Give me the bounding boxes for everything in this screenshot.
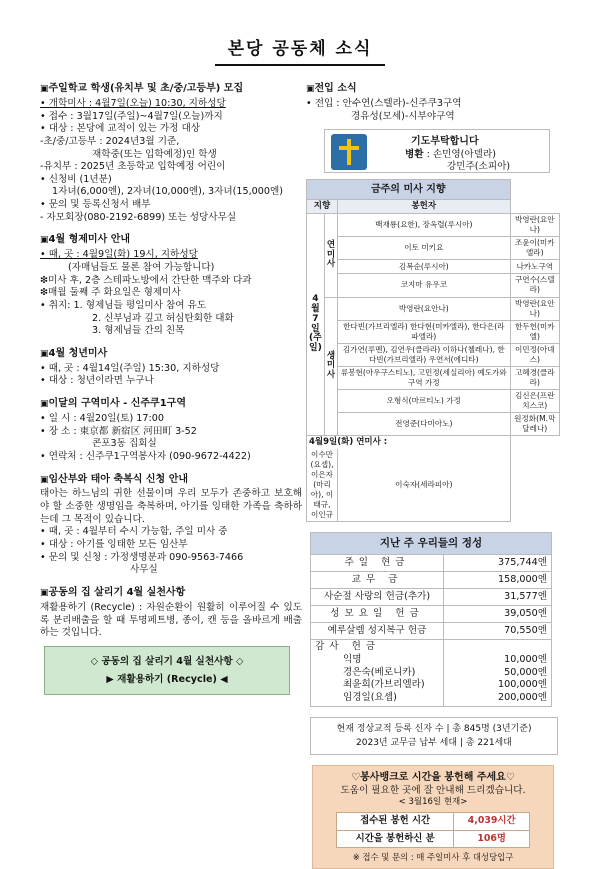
volunteer-people-value: 106명 xyxy=(454,830,530,847)
mass-donor: 한두헌(미카엘) xyxy=(510,320,559,343)
penance-line: • 때, 곳 : 4월9일(화) 19시, 지하성당 xyxy=(40,249,198,261)
offering-table xyxy=(310,532,552,706)
district-line: • 연락처 : 신주쿠1구역봉사자 (090-9672-4422) xyxy=(40,450,251,462)
penance-line: ❇미사 후, 2층 스테파노방에서 간단한 맥주와 다과 xyxy=(40,274,252,286)
pregnancy-section xyxy=(40,473,302,577)
offering-label: 사순절 사랑의 헌금(추가) xyxy=(311,589,444,606)
weekday-mass-label: 4월9일(화) 연미사 : xyxy=(307,435,511,449)
thanks-amount: 100,000엔 xyxy=(498,679,547,691)
offering-row xyxy=(311,606,552,623)
school-line: • 접수 : 3월17일(주일)~4월7일(오늘)까지 xyxy=(40,110,223,122)
youth-line: • 대상 : 청년이라면 누구나 xyxy=(40,375,154,387)
offering-title: 지난 주 우리들의 정성 xyxy=(311,533,552,555)
mass-row xyxy=(307,237,560,260)
school-line: -유치부 : 2025년 초등학교 입학예정 어린이 xyxy=(40,161,226,173)
thanks-label: 감사 헌금 xyxy=(315,641,381,653)
mass-row xyxy=(307,412,560,435)
penance-line: ❇매월 둘째 주 화요일은 형제미사 xyxy=(40,287,181,299)
offering-label: 교무 금 xyxy=(311,572,444,589)
recycle-section xyxy=(40,586,302,695)
volunteer-note: ※ 접수 및 문의 : 매 주일미사 후 대성당입구 xyxy=(352,852,514,863)
prayer-line xyxy=(405,149,496,162)
volunteer-title: ♡봉사뱅크로 시간을 봉헌해 주세요♡ xyxy=(351,772,515,784)
volunteer-subtitle: 도움이 필요한 곳에 잘 안내해 드리겠습니다. xyxy=(340,784,526,796)
transfer-line: • 전입 : 안수연(스텔라)-신주쿠3구역 xyxy=(306,97,462,109)
mass-row xyxy=(307,366,560,389)
recycle-heading: ▣ 공동의 집 살리기 4월 실천사항 xyxy=(40,586,302,600)
school-line: • 신청비 (1년분) xyxy=(40,173,112,185)
school-line: • 대상 : 본당에 교적이 있는 가정 대상 xyxy=(40,123,200,135)
district-heading: ▣ 이달의 구역미사 - 신주쿠1구역 xyxy=(40,397,302,411)
thanks-donor: 익명 xyxy=(343,653,362,665)
transfer-section xyxy=(306,82,560,123)
stats-line: 현재 정상교적 등록 신자 수 | 총 845명 (3년기준) xyxy=(336,723,532,734)
mass-intention: 오형식(마르티노) 가정 xyxy=(338,389,511,412)
mass-col-intention: 지향 xyxy=(307,200,338,214)
mass-row xyxy=(307,343,560,366)
penance-line: 3. 형제님들 간의 친목 xyxy=(92,325,185,337)
mass-intention: 김가연(루멘), 김연우(클라라) 이하나(첼레나), 한다빈(가브리엘라) 우연서(에디타) xyxy=(338,343,511,366)
thanks-row xyxy=(311,640,552,706)
mass-donor: 김신은(프란치스코) xyxy=(510,389,559,412)
offering-label: 예루살렘 성지복구 헌금 xyxy=(311,623,444,640)
weekday-mass-donor: 이숙자(세라피아) xyxy=(338,449,511,522)
mass-intention: 박영란(요안나) xyxy=(338,297,511,320)
school-line: -초/중/고등부 : 2024년3월 기준, xyxy=(40,135,180,147)
parish-stats xyxy=(310,717,558,756)
mass-row xyxy=(307,260,560,274)
mass-group-label: 생미사 xyxy=(324,297,337,435)
school-section xyxy=(40,82,302,224)
volunteer-bank-box xyxy=(312,765,554,869)
penance-line: (자매님들도 물론 참여 가능합니다) xyxy=(68,261,215,273)
pregnancy-heading: ▣ 임산부와 태아 축복식 신청 안내 xyxy=(40,473,302,487)
mass-col-donor: 봉헌자 xyxy=(338,200,511,214)
cross-icon xyxy=(331,134,367,170)
transfer-line: 경유성(모세)-시부야구역 xyxy=(351,110,455,122)
mass-donor: 고혜경(클라라) xyxy=(510,366,559,389)
page-title: 본당 공동체 소식 xyxy=(227,39,373,59)
mass-row xyxy=(307,320,560,343)
transfer-heading: ▣ 전입 소식 xyxy=(306,82,560,96)
volunteer-people-label: 시간을 봉헌하신 분 xyxy=(337,830,454,847)
title-underline xyxy=(215,64,385,66)
youth-heading: ▣ 4월 청년미사 xyxy=(40,347,302,361)
offering-row xyxy=(311,572,552,589)
pregnancy-line: • 대상 : 아기를 잉태한 모든 임산부 xyxy=(40,539,188,551)
mass-donor: 박영란(요안나) xyxy=(510,297,559,320)
district-line: • 장 소 : 東京都 新宿区 河田町 3-52 xyxy=(40,425,197,437)
prayer-box xyxy=(324,129,550,173)
thanks-amount: 10,000엔 xyxy=(504,653,547,665)
mass-row xyxy=(307,214,560,237)
volunteer-table xyxy=(336,812,530,848)
recycle-box-action: ▶ 재활용하기 (Recycle) ◀ xyxy=(106,674,228,686)
mass-intention: 이토 미키요 xyxy=(338,237,511,260)
offering-amount: 70,550엔 xyxy=(444,623,552,640)
mass-date-label: 4월7일(주일) xyxy=(307,214,325,435)
mass-intention-table xyxy=(306,179,560,522)
pregnancy-line: • 때, 곳 : 4월부터 수시 가능함, 주일 미사 중 xyxy=(40,526,228,538)
youth-line: • 때, 곳 : 4월14일(주일) 15:30, 지하성당 xyxy=(40,362,220,374)
mass-intention: 김복순(루시아) xyxy=(338,260,511,274)
mass-donor: 박영란(요안나) xyxy=(510,214,559,237)
prayer-name: : 손민영(아델라) xyxy=(423,149,496,161)
penance-line: • 취지: 1. 형제님들 평일미사 참여 유도 xyxy=(40,299,207,311)
district-line: • 일 시 : 4월20일(토) 17:00 xyxy=(40,412,164,424)
thanks-amount: 50,000엔 xyxy=(504,666,547,678)
mass-donor: 이민정(아녜스) xyxy=(510,343,559,366)
pregnancy-line: 사무실 xyxy=(130,564,158,576)
mass-row xyxy=(307,389,560,412)
thanks-donor: 최윤희(가브리엘라) xyxy=(343,679,425,691)
mass-row xyxy=(307,274,560,297)
mass-intention: 코지마 유우코 xyxy=(338,274,511,297)
pregnancy-line: • 문의 및 신청 : 가정생명분과 090-9563-7466 xyxy=(40,551,244,563)
mass-donor: 조윤이(미카엘라) xyxy=(510,237,559,260)
left-column xyxy=(40,82,302,704)
recycle-box-title: ◇ 공동의 집 살리기 4월 실천사항 ◇ xyxy=(90,655,244,667)
penance-section xyxy=(40,233,302,337)
mass-intention: 한다빈(가브리엘라) 한다현(미카엘라), 한다은(라파엘라) xyxy=(338,320,511,343)
school-heading: ▣ 주일학교 학생(유치부 및 초/중/고등부) 모집 xyxy=(40,82,302,96)
offering-amount: 39,050엔 xyxy=(444,606,552,623)
offering-row xyxy=(311,555,552,572)
school-line: • 개학미사 : 4월7일(오늘) 10:30, 지하성당 xyxy=(40,97,226,109)
recycle-paragraph: 재활용하기 (Recycle) : 자원순환이 원활히 이루어질 수 있도록 분리배출을 할 때 투명페트병, 종이, 캔 등을 올바르게 배출하는 것입니다. xyxy=(40,601,302,639)
prayer-title: 기도부탁합니다 xyxy=(411,136,479,148)
offering-amount: 375,744엔 xyxy=(444,555,552,572)
volunteer-date: < 3월16일 현재> xyxy=(398,797,468,808)
thanks-donor: 경은숙(베로니카) xyxy=(343,666,416,678)
school-line: 1자녀(6,000엔), 2자녀(10,000엔), 3자녀(15,000엔) xyxy=(52,186,283,198)
recycle-box xyxy=(44,646,290,695)
mass-group-label: 연미사 xyxy=(324,214,337,297)
pregnancy-paragraph: 태아는 하느님의 귀한 선물이며 우리 모두가 존중하고 보호해야 할 소중한 생명임을 축복하며, 아기를 잉태한 가족을 축하하는데 그 목적이 있습니다. xyxy=(40,488,302,525)
offering-amount: 31,577엔 xyxy=(444,589,552,606)
mass-intention: 전영준(다미아노) xyxy=(338,412,511,435)
prayer-name: 강민주(소피아) xyxy=(447,161,511,173)
penance-heading: ▣ 4월 형제미사 안내 xyxy=(40,233,302,247)
district-line: 콘포3동 집회실 xyxy=(92,438,157,450)
mass-donor: 구연수(스텔라) xyxy=(510,274,559,297)
mass-intention: 백재룡(요한), 장옥렬(루시아) xyxy=(338,214,511,237)
offering-row xyxy=(311,623,552,640)
offering-label: 주일 현금 xyxy=(311,555,444,572)
school-line: • 문의 및 등록신청서 배부 xyxy=(40,199,151,211)
thanks-names xyxy=(311,640,444,706)
weekday-mass-intent: 이수만(요셉), 이은자(마리아), 이태규, 이인규 xyxy=(307,449,338,522)
mass-table-title: 금주의 미사 지향 xyxy=(307,180,511,200)
right-column xyxy=(306,82,560,869)
offering-row xyxy=(311,589,552,606)
prayer-label: 병환 xyxy=(405,149,424,161)
district-section xyxy=(40,397,302,464)
mass-donor: 원정화(M.막달레나) xyxy=(510,412,559,435)
thanks-amount: 200,000엔 xyxy=(498,691,547,703)
thanks-amounts xyxy=(444,640,552,706)
youth-section xyxy=(40,347,302,388)
stats-line: 2023년 교무금 납부 세대 | 총 221세대 xyxy=(356,737,512,748)
school-line: - 자모회장(080-2192-6899) 또는 성당사무실 xyxy=(40,211,237,223)
offering-label: 성모요일 헌금 xyxy=(311,606,444,623)
penance-line: 2. 신부님과 깊고 허심탄회한 대화 xyxy=(92,312,234,324)
school-line: 재학중(또는 입학예정)인 학생 xyxy=(92,148,217,160)
volunteer-hours-label: 접수된 봉헌 시간 xyxy=(337,813,454,830)
mass-row xyxy=(307,297,560,320)
mass-donor: 나카노구역 xyxy=(510,260,559,274)
thanks-donor: 임경일(요셉) xyxy=(343,691,397,703)
offering-amount: 158,000엔 xyxy=(444,572,552,589)
volunteer-hours-value: 4,039시간 xyxy=(454,813,530,830)
mass-intention: 류봉현(아우구스티노), 고민정(세실리아) 예도가와구역 가정 xyxy=(338,366,511,389)
